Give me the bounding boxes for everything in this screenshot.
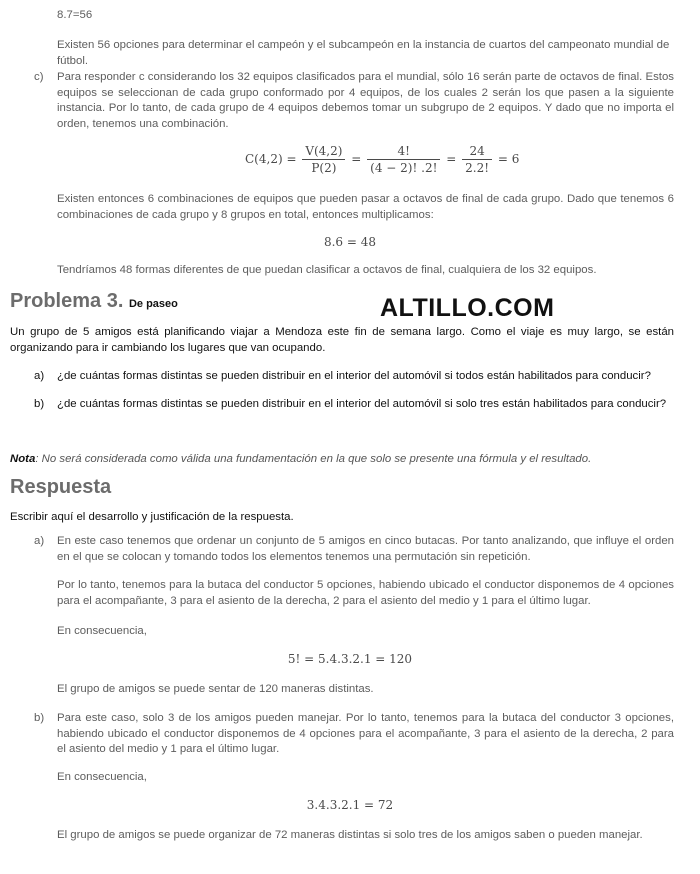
note xyxy=(10,452,591,468)
answer-a-p1: En este caso tenemos que ordenar un conjunto de 5 amigos en cinco butacas. Por tanto analizando, que influye el orden en el que se colocan y tomando todos los elementos tenemos una permutación sin repetición. xyxy=(57,535,674,563)
equals-sign: = xyxy=(351,152,362,166)
question-a-label: a) xyxy=(34,370,45,382)
fraction-numeric xyxy=(462,144,492,175)
fraction-numerator: 4! xyxy=(367,144,440,160)
answer-a-p4: El grupo de amigos se puede sentar de 120 maneras distintas. xyxy=(57,683,374,695)
problem-subtitle: De paseo xyxy=(128,298,178,310)
problem-heading xyxy=(10,290,178,313)
factorial-formula: 5! = 5.4.3.2.1 = 120 xyxy=(287,652,413,666)
fraction-variation-over-permutation xyxy=(302,144,345,175)
formula-rhs: = 6 xyxy=(497,152,520,166)
answer-a-p3: En consecuencia, xyxy=(57,625,147,637)
fraction-factorial xyxy=(367,144,440,175)
fraction-denominator: 2.2! xyxy=(465,161,490,175)
product-formula: 3.4.3.2.1 = 72 xyxy=(306,798,394,812)
answer-a-p2: Por lo tanto, tenemos para la butaca del conductor 5 opciones, habiendo ubicado el conductor disponemos de 4 opciones para el acompañante, 3 para el asiento de la derecha, 2 para el asiento del medio y 1 para el último lugar. xyxy=(57,579,674,607)
note-label: Nota xyxy=(10,453,36,465)
problem-title: Problema 3. xyxy=(10,290,124,312)
fraction-numerator: 24 xyxy=(462,144,492,160)
item-c-text3: Tendríamos 48 formas diferentes de que puedan clasificar a octavos de final, cualquiera de los 32 equipos. xyxy=(57,264,597,276)
answer-instruction: Escribir aquí el desarrollo y justificación de la respuesta. xyxy=(10,511,294,523)
answer-b-p1: Para este caso, solo 3 de los amigos pueden manejar. Por lo tanto, tenemos para la butaca del conductor 3 opciones, habiendo ubicado el conductor disponemos de 4 opciones para el acompañante, 3 para el asiento de la derecha, 2 para el asiento del medio y 1 para el último lugar. xyxy=(57,712,674,755)
question-b: ¿de cuántas formas distintas se pueden distribuir en el interior del automóvil si solo tres están habilitados para conducir? xyxy=(57,398,667,410)
answer-b-p2: En consecuencia, xyxy=(57,771,147,783)
fraction-denominator: P(2) xyxy=(311,161,337,175)
calc-line: 8.7=56 xyxy=(57,9,93,21)
formula-lhs: C(4,2) = xyxy=(245,152,297,166)
multiplication-formula: 8.6 = 48 xyxy=(323,235,377,249)
question-a: ¿de cuántas formas distintas se pueden distribuir en el interior del automóvil si todos están habilitados para conducir? xyxy=(57,370,651,382)
conclusion-b: Existen 56 opciones para determinar el campeón y el subcampeón en la instancia de cuartos del campeonato mundial de fútbol. xyxy=(57,39,670,67)
answer-a-label: a) xyxy=(34,535,45,547)
note-text: : No será considerada como válida una fundamentación en la que solo se presente una fórmula y el resultado. xyxy=(35,453,592,465)
site-watermark: ALTILLO.COM xyxy=(380,294,555,322)
item-c-text2: Existen entonces 6 combinaciones de equipos que pueden pasar a octavos de final de cada grupo. Dado que tenemos 6 combinaciones de cada grupo y 8 grupos en total, entonces multiplicamos: xyxy=(57,193,674,221)
question-b-label: b) xyxy=(34,398,45,410)
fraction-numerator: V(4,2) xyxy=(302,144,345,160)
answer-b-label: b) xyxy=(34,712,45,724)
item-c-label: c) xyxy=(34,71,44,83)
equals-sign: = xyxy=(446,152,457,166)
problem-intro: Un grupo de 5 amigos está planificando viajar a Mendoza este fin de semana largo. Como el viaje es muy largo, se están organizando para ir cambiando los lugares que van ocupando. xyxy=(10,326,674,354)
answer-heading: Respuesta xyxy=(10,476,112,498)
answer-b-p3: El grupo de amigos se puede organizar de 72 maneras distintas si solo tres de los amigos saben o pueden manejar. xyxy=(57,829,643,841)
fraction-denominator: (4 − 2)! .2! xyxy=(370,161,438,175)
item-c-text: Para responder c considerando los 32 equipos clasificados para el mundial, sólo 16 serán parte de octavos de final. Estos equipos se seleccionan de cada grupo conformado por 4 equipos, de los cuales 2 serán los que pasen a la siguiente instancia. Por lo tanto, de cada grupo de 4 equipos debemos tomar un subgrupo de 2 equipos. Y dado que no importa el orden, tenemos una combinación. xyxy=(57,71,674,130)
combination-formula xyxy=(245,144,519,175)
